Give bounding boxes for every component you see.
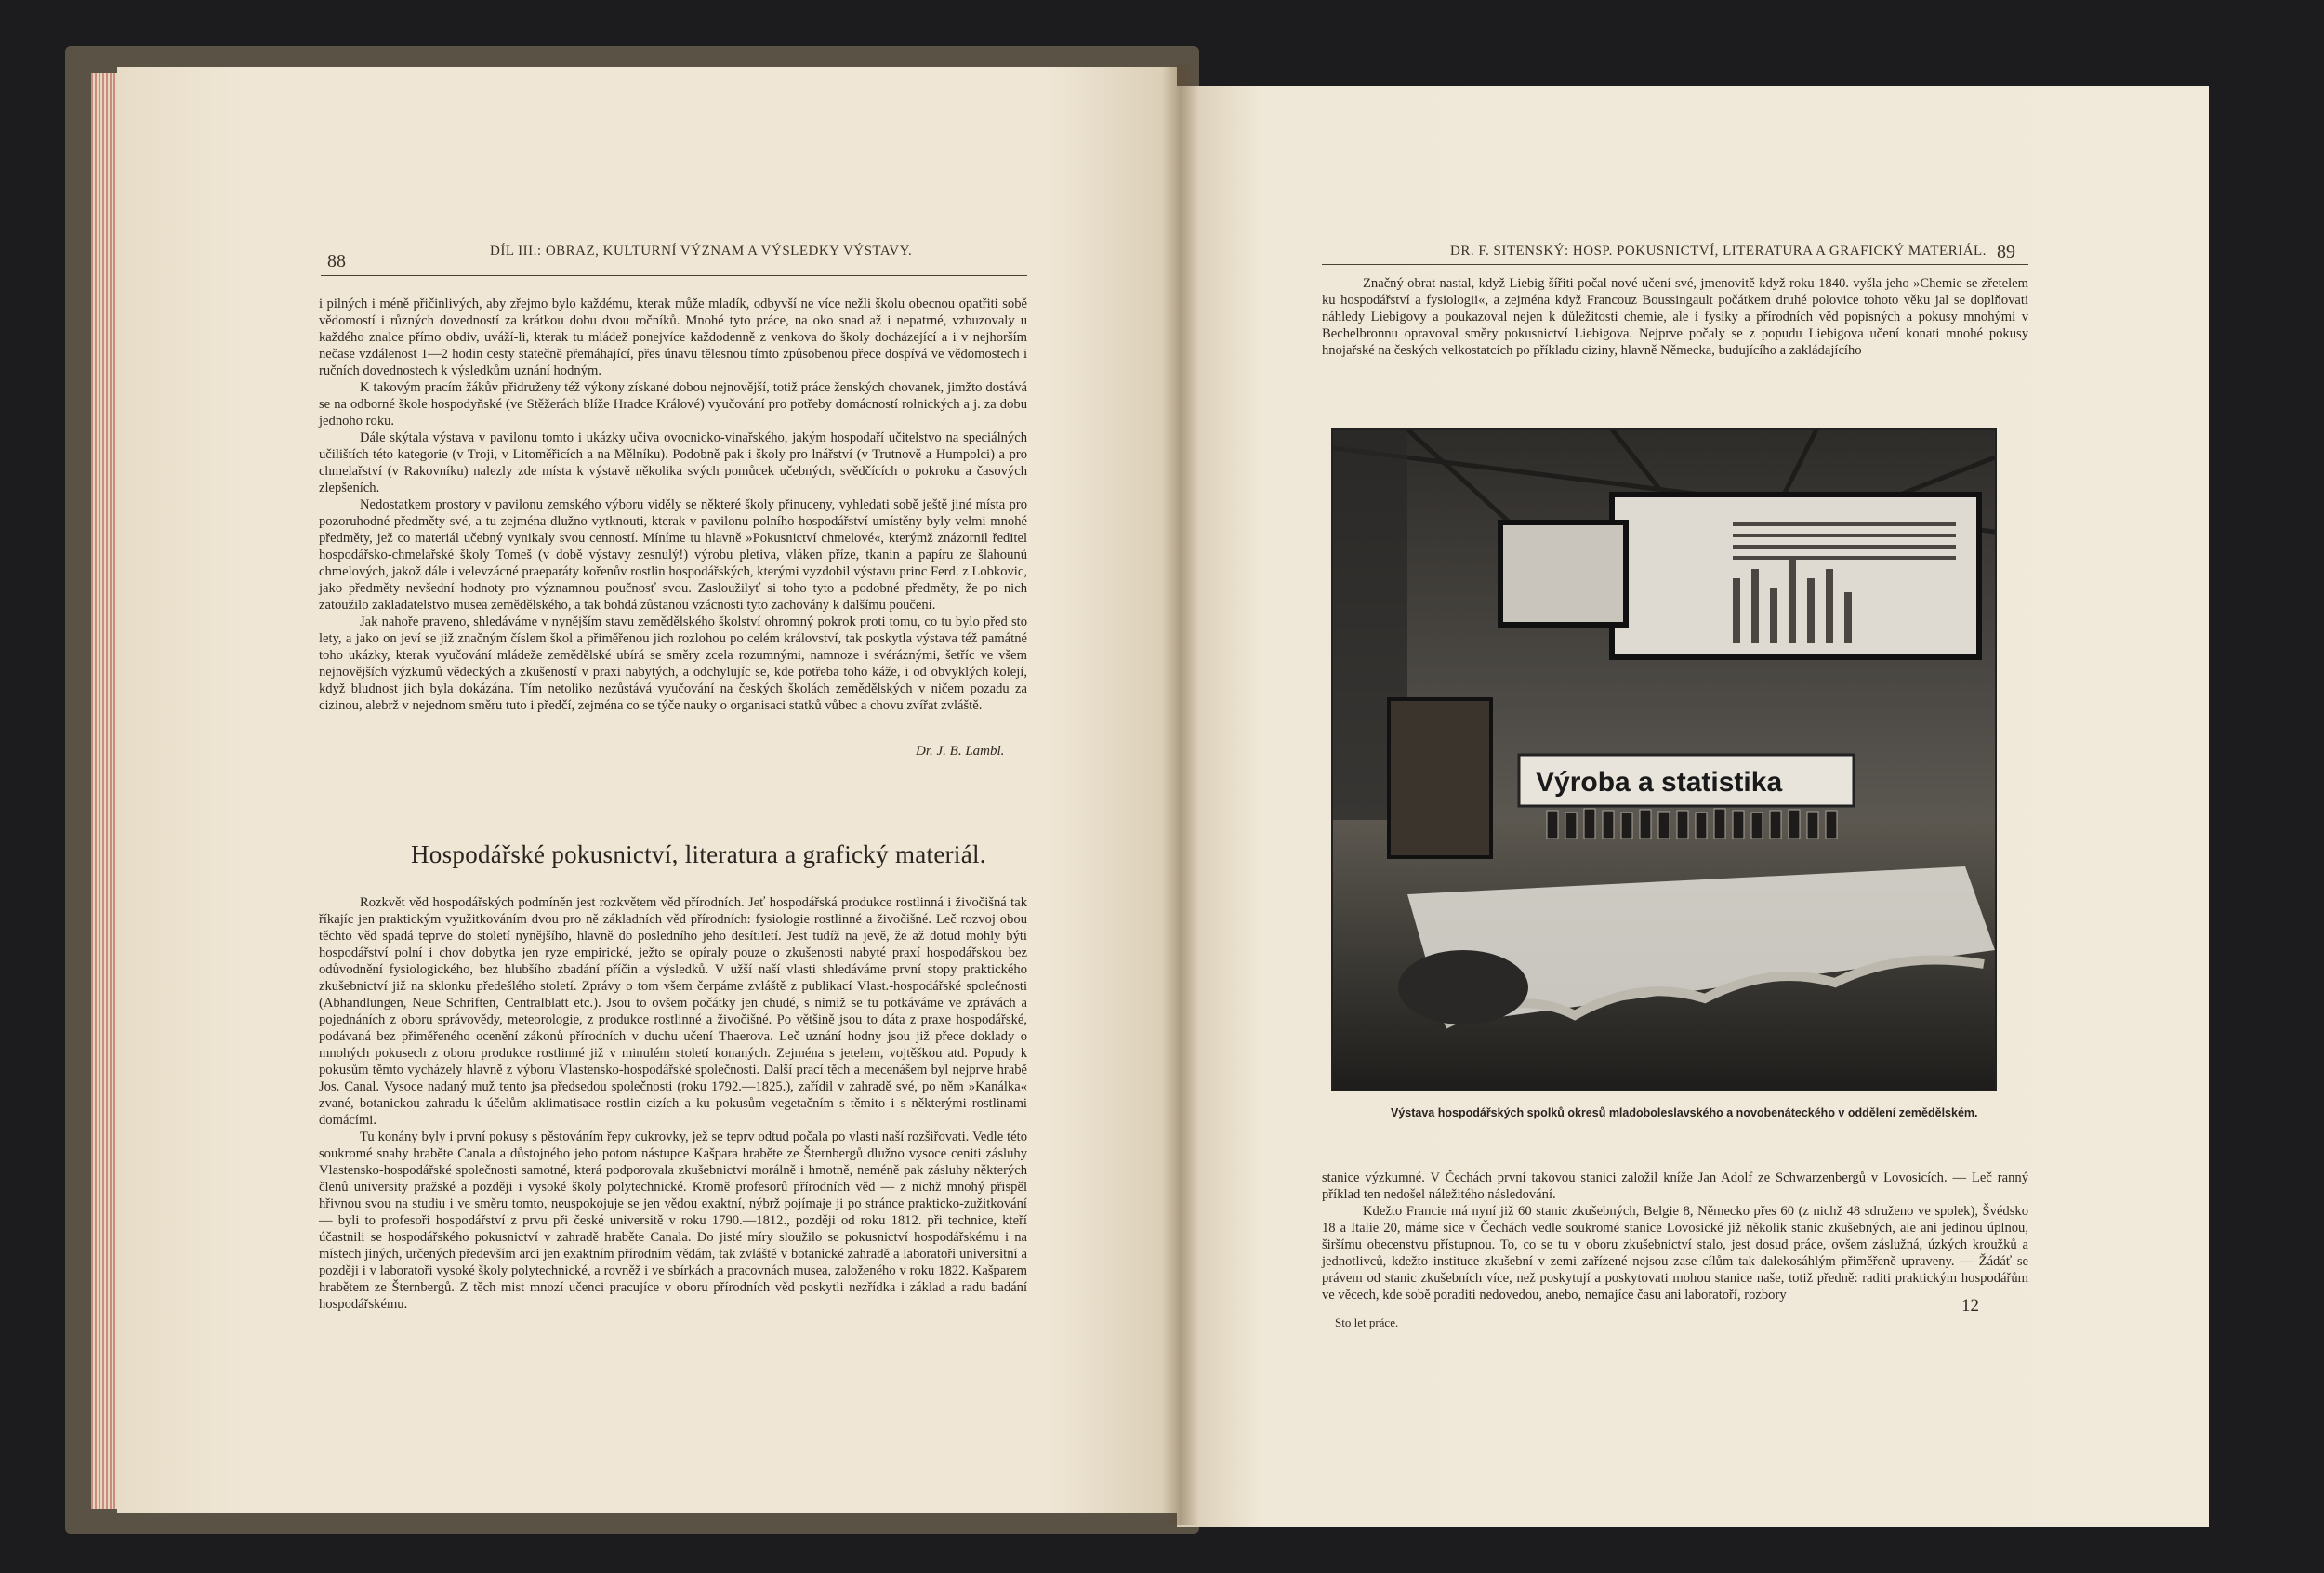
left-text-bottom [319, 894, 1027, 1313]
paragraph: Kdežto Francie má nyní již 60 stanic zkušebných, Belgie 8, Německo přes 60 (z nichž 48 sdruženo ve spolek), Švédsko 18 a Italie 20, máme sice v Čechách vedle soukromé stanice Lovosické již několik stanic zkušebných, ale ani jedinou úplnou, širšímu obecenstvu přístupnou. To, co se tu v oboru zkušebnictví stalo, jest dosud práce, ovšem záslužná, úzkých kroužků a jednotlivců, kdežto instituce zkušební v zemi zařízené nejsou zase cílům tak dalekosáhlým přiměřeně upraveny. — Žádáť se právem od stanic zkušebních více, než poskytují a poskytovati mohou stanice naše, totiž předně: raditi praktickým hospodářům ve věcech, kde sobě poraditi nedovedou, anebo, nemajíce času ani laboratoří, rozbory [1322, 1204, 2028, 1302]
figure-caption: Výstava hospodářských spolků okresů mladoboleslavského a novobenáteckého v oddělení zemědělském. [1391, 1106, 1978, 1119]
running-head-left: DÍL III.: OBRAZ, KULTURNÍ VÝZNAM A VÝSLEDKY VÝSTAVY. [490, 244, 913, 258]
paragraph: Jak nahoře praveno, shledáváme v nynějším stavu zemědělského školství ohromný pokrok proti tomu, co tu bylo před sto lety, a jako on jeví se již značným číslem škol a přiměřenou jich rozlohou po celém království, tak poskytla výstava též památné toho ukázky, kterak vyučování mládeže zemědělské ubírá se směry zcela rozumnými, namnoze i svéráznými, šetříc ve všem nejnovějších výzkumů vědeckých a zkušeností v praxi nabytých, a odchylujíc se, kde potřeba toho káže, i od obvyklých kolejí, když bludnost jich byla dokázána. Tím netoliko nezůstává vyučování na českých školách zemědělských v ničem pozadu za cizinou, alebrž v nejednom směru tuto i předčí, zejména co se týče nauky o organisaci statků vůbec a chovu zvířat zvláště. [319, 615, 1027, 713]
paragraph: stanice výzkumné. V Čechách první takovou stanici založil kníže Jan Adolf ze Schwarzenbergů v Lovosicích. — Leč ranný příklad ten nedošel náležitého následování. [1322, 1170, 2028, 1202]
signature-number: 12 [1961, 1296, 1979, 1315]
right-text-bottom [1322, 1170, 2028, 1303]
footer-note: Sto let práce. [1335, 1315, 1399, 1329]
section-title: Hospodářské pokusnictví, literatura a grafický materiál. [411, 840, 986, 868]
exhibition-photo [1331, 428, 1997, 1091]
paragraph: Dále skýtala výstava v pavilonu tomto i ukázky učiva ovocnicko-vinařského, jakým hospodaří učitelstvo na speciálných učilištích této kategorie (v Troji, v Litoměřicích a na Mělníku). Podobně pak i školy pro lnářství (v Trutnově a Humpolci) a pro chmelařství (v Rakovníku) nalezly zde místa k výstavě několika svých pomůcek učebných, svědčících o pokroku a časových zlepšeních. [319, 430, 1027, 496]
exhibition-sign: Výroba a statistika [1536, 767, 1783, 798]
paragraph: Rozkvět věd hospodářských podmíněn jest rozkvětem věd přírodních. Jeť hospodářská produkce rostlinná i živočišná tak říkajíc jen praktickým využitkováním dvou pro ně základních věd přírodních: fysiologie rostlinné a živočišné. Leč rozvoj obou těchto věd spadá teprve do století nynějšího, hlavně do posledního jeho desítiletí. Jest tudíž na jevě, že až dotud mohly býti hospodářství polní i chov dobytka jen ryze empirické, ježto se opíraly pouze o zkušenosti nabyté praxí hospodářskou bez odůvodnění fysiologického, bez hlubšího zbadání příčin a výsledků. V užší naší vlasti shledáváme první stopy praktického zkušebnictví již na sklonku předešlého století. Zprávy o tom všem čerpáme zvláště z publikací Vlast.-hospodářské společnosti (Abhandlungen, Neue Schriften, Centralblatt etc.). Jsou to ovšem počátky jen chudé, s nimiž se tu potkáváme ve zprávách a pojednáních z oboru správovědy, meteorologie, z produkce rostlinné a živočišné. Po většině jsou to dáta z praxe hospodářské, podávaná bez přiměřeného ocenění zákonů přírodních v duchu učení Thaerova. Leč uznání hodny jsou již přece doklady o mnohých pokusech z oboru produkce rostlinné již v minulém století konaných. Zejména s jetelem, vojtěškou atd. Popudy k pokusům těmto vycházely hlavně z výboru Vlastensko-hospodářské společnosti. Další prací těch a mecenášem byl nejprve hrabě Jos. Canal. Vysoce nadaný muž tento jsa předsedou společnosti (roku 1792.—1825.), zařídil v zahradě své, po něm »Kanálka« zvané, botanickou zahradu k účelům aklimatisace rostlin cizích a ku pokusům vegetačním s těmito i s některými rostlinami domácími. [319, 895, 1027, 1128]
book-gutter [1162, 65, 1199, 1525]
paragraph: K takovým pracím žákův přidruženy též výkony získané dobou nejnovější, totiž práce ženských chovanek, jimžto dostává se na odborné škole hospodyňské (ve Stěžerách blíže Hradce Králové) vyučování pro potřeby domácností rolnických a j. za dobu jednoho roku. [319, 380, 1027, 429]
page-number-right: 89 [1997, 242, 2015, 262]
paragraph: Nedostatkem prostory v pavilonu zemského výboru viděly se některé školy přinuceny, vyhledati sobě ještě jiné místa pro pozoruhodné předměty své, a tu zejména dlužno vytknouti, kterak v pavilonu polního hospodářství umístěny byly velmi mnohé předměty, jež co materiál učebný vynikaly svou cenností. Míníme tu hlavně »Pokusnictví chmelové«, kterýmž znázornil ředitel hospodářsko-chmelařské školy Tomeš (v době výstavy zesnulý!) výrobu pletiva, vláken příze, tkanin a papíru ze šlahounů chmelových, jakož dále i velevzácné praeparáty kořenův rostlin hospodářských, kterými vyzdobil výstavu princ Ferd. z Lobkovic, jako předměty nevšední hodnoty pro významnou poučnosť svou. Zasloužilyť si toho tyto a podobné předměty, že po nich zatoužilo zakladatelstvo musea zemědělského, a tak bohdá zůstanou vzácnosti tyto zachovány k dalšímu poučení. [319, 497, 1027, 613]
header-rule-left [321, 275, 1027, 276]
left-text-top [319, 296, 1027, 714]
exhibition-photo-drawing [1333, 430, 1995, 1090]
paragraph: Značný obrat nastal, když Liebig šířiti počal nové učení své, jmenovitě když roku 1840. vyšla jeho »Chemie se zřetelem ku hospodářství a fysiologii«, a zejména když Francouz Boussingault počátkem druhé polovice tohoto věku jal se doplňovati náhledy Liebigovy a poukazoval nejen k důležitosti chemie, ale i fysiky a přírodních věd popisných a pokusy mnohými v Bechelbronnu opravoval směry pokusnictví Liebigova. Nejprve počaly se z popudu Liebigova učení konati mnohé pokusy hnojařské na českých velkostatcích po příkladu ciziny, hlavně Německa, budujícího a zakládajícího [1322, 276, 2028, 358]
page-edges [91, 73, 119, 1509]
header-rule-right [1322, 264, 2028, 265]
page-number-left: 88 [327, 251, 346, 271]
paragraph: Tu konány byly i první pokusy s pěstováním řepy cukrovky, jež se teprv odtud počala po vlasti naší rozšiřovati. Vedle této soukromé snahy hraběte Canala a důstojného jeho potom nástupce Kašpara hraběte ze Šternbergů dlužno vysoce ceniti zásluhy Vlastensko-hospodářské společnosti samotné, která podporovala zkušebnictví morálně i hmotně, neméně pak zásluhy některých členů university pražské a později i vysoké školy polytechnické. Kromě profesorů přírodních věd — z nichž mnohý přispěl hřivnou svou na studiu i ve směru tomto, neuspokojuje se jen vědou exaktní, nýbrž pojímaje ji po stránce prakticko-zužitkování — byli to profesoři hospodářství z prvu při české universitě v roku 1790.—1812., později od roku 1812. při technice, kteří účastnili se hospodářského pokusnictví v zahradě hraběte Canala. Do jisté míry sloužilo se pokusnictví hospodářskému i na místech jiných, určených především arci jen exaktním přírodním vědám, tak zvláště v botanické zahradě a laboratoři universitní a později i v laboratoři vysoké školy polytechnické, a rovněž i ve sbírkách a pracovnách musea, založeného v roku 1822. Kašparem hrabětem ze Šternbergů. Z těch mist mnozí učenci pracujíce v oboru přírodních věd poskytli nezřídka i základ a radu badání hospodářskému. [319, 1130, 1027, 1312]
running-head-right: DR. F. SITENSKÝ: HOSP. POKUSNICTVÍ, LITERATURA A GRAFICKÝ MATERIÁL. [1450, 244, 1987, 258]
right-text-top [1322, 275, 2028, 359]
author-signature: Dr. J. B. Lambl. [916, 744, 1005, 759]
paragraph: i pilných i méně přičinlivých, aby zřejmo bylo každému, kterak může mladík, odbyvší ne více nežli školu obecnou opatřiti sobě vědomostí i různých dovedností za krátkou dobu dvou ročníků. Mnohé tyto práce, na oko snad až i nepatrné, vzbuzovaly u každého znalce přímo obdiv, uváží-li, kterak tu mládež ponejvíce každodenně z venkova do školy docházející a i v nejhorším nečase vzdálenost 1—2 hodin cesty statečně přemáhající, přes únavu tělesnou tímto způsobenou přece dospívá ve vědomostech i ručních dovednostech k výsledkům uznání hodným. [319, 297, 1027, 378]
